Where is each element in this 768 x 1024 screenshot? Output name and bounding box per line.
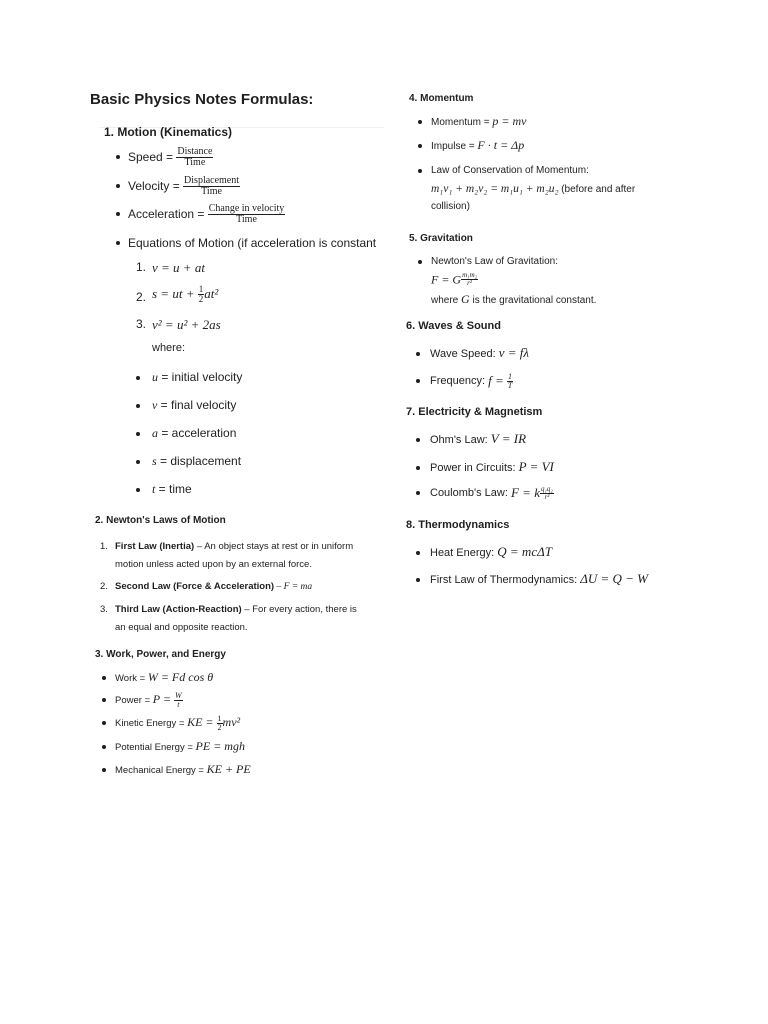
- formula: Q = mcΔT: [497, 544, 552, 559]
- variable-item: [152, 482, 192, 497]
- list-item-wave-speed: [430, 344, 529, 363]
- item-label: Power in Circuits:: [430, 462, 519, 474]
- formula: P =: [152, 692, 174, 706]
- list-item-potential-energy: [115, 737, 245, 757]
- law-title: First Law (Inertia): [115, 541, 195, 552]
- section-heading-gravitation: 5. Gravitation: [409, 233, 473, 244]
- list-item-mechanical-energy: [115, 760, 251, 780]
- variable-item: [152, 454, 241, 469]
- formula-note: (before and after: [558, 184, 636, 195]
- item-label: Work =: [115, 673, 148, 684]
- fraction-numerator: 1: [217, 713, 222, 723]
- formula: PE = mgh: [195, 739, 245, 753]
- variable-item: [152, 398, 236, 413]
- variable-symbol: v: [152, 398, 158, 412]
- list-item-conservation: [431, 162, 589, 180]
- fraction-numerator: q₁q₂: [540, 484, 553, 493]
- section-heading-newton: 2. Newton's Laws of Motion: [95, 515, 226, 526]
- section-heading-electricity: 7. Electricity & Magnetism: [406, 406, 543, 418]
- list-item-speed: Speed = $\frac{\text{Distance}}{\text{Time}}$: [128, 146, 213, 169]
- equation-text: s = ut +: [152, 285, 198, 301]
- speed-fraction: [176, 147, 213, 168]
- item-label: Mechanical Energy =: [115, 765, 207, 776]
- section-heading-motion: 1. Motion (Kinematics): [104, 125, 233, 139]
- item-label: First Law of Thermodynamics:: [430, 574, 581, 586]
- conservation-formula-continued: collision): [431, 201, 470, 212]
- formula: F = k: [510, 485, 540, 501]
- formula: KE =: [187, 715, 217, 729]
- variable-item: [152, 426, 236, 441]
- variable-item: [152, 370, 242, 385]
- page-title: Basic Physics Notes Formulas:: [90, 91, 314, 108]
- gravitation-formula: [431, 271, 478, 289]
- list-item-velocity: Velocity = $\frac{\text{Displacement}}{\text{Time}}$: [128, 175, 240, 198]
- list-item-newton-gravitation: [431, 253, 558, 271]
- section-heading-work-energy: 3. Work, Power, and Energy: [95, 649, 226, 660]
- variable-description: = initial velocity: [158, 370, 243, 384]
- equation-text: at²: [204, 285, 219, 301]
- law-text: – An object stays at rest or in uniform: [194, 541, 354, 552]
- fraction-denominator: r²: [544, 492, 550, 501]
- fraction-denominator: 2: [217, 722, 222, 732]
- fraction-denominator: 2: [198, 294, 204, 304]
- item-label: Heat Energy:: [430, 547, 498, 559]
- fraction-denominator: Time: [184, 157, 206, 169]
- fraction-denominator: r²: [467, 279, 472, 288]
- formula: p = mv: [492, 114, 527, 128]
- item-label: Wave Speed:: [430, 348, 499, 360]
- fraction-numerator: Displacement: [184, 175, 240, 187]
- item-label: Ohm's Law:: [430, 434, 491, 446]
- section-heading-waves: 6. Waves & Sound: [406, 320, 501, 332]
- item-label: Potential Energy =: [115, 742, 196, 753]
- law-title: Second Law (Force & Acceleration): [115, 581, 275, 592]
- law-text-continued: motion unless acted upon by an external force.: [115, 559, 312, 570]
- speed-label: Speed: [128, 150, 163, 164]
- list-item-first-law: [430, 570, 648, 589]
- list-item-momentum: [431, 112, 527, 132]
- note-text: where: [431, 295, 462, 306]
- formula: f =: [488, 373, 507, 389]
- variable-symbol: t: [152, 482, 156, 496]
- formula-fraction: [174, 692, 183, 709]
- conservation-formula: [431, 181, 635, 198]
- law-text-continued: an equal and opposite reaction.: [115, 622, 248, 633]
- section-heading-thermodynamics: 8. Thermodynamics: [406, 519, 510, 531]
- fraction-numerator: 1: [507, 371, 512, 381]
- fraction-denominator: t: [177, 699, 180, 709]
- section-heading-momentum: 4. Momentum: [409, 93, 474, 104]
- list-item-acceleration: Acceleration = $\frac{\text{Change in velocity}}{\text{Time}}$: [128, 203, 285, 226]
- list-item-power: [115, 690, 183, 710]
- item-label: Kinetic Energy =: [115, 718, 188, 729]
- variable-description: = acceleration: [158, 426, 237, 440]
- formula-fraction: [540, 486, 554, 501]
- velocity-fraction: [183, 176, 240, 197]
- equations-label: Equations of Motion (if acceleration is constant: [128, 236, 377, 250]
- list-item-kinetic-energy: [115, 713, 240, 733]
- formula: mv²: [222, 715, 241, 729]
- law-text: – F = ma: [274, 582, 313, 592]
- fraction-denominator: T: [507, 380, 513, 390]
- variable-symbol: u: [152, 370, 158, 384]
- fraction-numerator: Change in velocity: [208, 203, 285, 215]
- equation-text: v = u + at: [152, 260, 205, 275]
- law-title: Third Law (Action-Reaction): [115, 604, 242, 615]
- formula: v = fλ: [498, 345, 529, 360]
- formula: P = VI: [518, 459, 554, 474]
- fraction-denominator: Time: [236, 214, 257, 226]
- variable-symbol: s: [152, 454, 157, 468]
- list-item-frequency: [430, 370, 513, 392]
- fraction-numerator: 1: [198, 284, 204, 294]
- variable-description: = displacement: [156, 454, 242, 468]
- variable-description: = final velocity: [157, 398, 237, 412]
- list-item-impulse: [431, 136, 524, 156]
- formula: F · t = Δp: [477, 138, 525, 152]
- formula: W = Fd cos θ: [147, 670, 214, 684]
- gravitation-note: [431, 292, 596, 307]
- list-item-coulombs-law: [430, 482, 554, 504]
- item-label: Law of Conservation of Momentum:: [431, 165, 589, 176]
- formula: KE + PE: [206, 762, 251, 776]
- fraction-denominator: Time: [201, 186, 222, 198]
- list-item-equations: [128, 235, 376, 251]
- acceleration-label: Acceleration: [128, 207, 195, 221]
- velocity-label: Velocity: [128, 179, 170, 193]
- acceleration-fraction: [208, 204, 286, 225]
- formula: V = IR: [490, 431, 527, 446]
- note-symbol: G: [461, 292, 470, 306]
- item-label: Newton's Law of Gravitation:: [431, 256, 558, 267]
- item-label: Impulse =: [431, 141, 478, 152]
- variable-symbol: a: [152, 426, 158, 440]
- equation-text: v² = u² + 2as: [152, 317, 221, 332]
- fraction-numerator: m₁m₂: [462, 271, 478, 280]
- fraction-numerator: Distance: [177, 146, 213, 158]
- note-text: is the gravitational constant.: [469, 295, 597, 306]
- formula-fraction: [461, 272, 478, 287]
- item-label: Coulomb's Law:: [430, 487, 511, 499]
- law-text: – For every action, there is: [241, 604, 357, 615]
- list-item-work: [115, 668, 213, 688]
- formula: m₁v₁ + m₂v₂ = m₁u₁ + m₂u₂: [431, 183, 559, 195]
- list-item-heat-energy: [430, 543, 552, 562]
- variable-description: = time: [155, 482, 192, 496]
- item-label: Power =: [115, 695, 153, 706]
- fraction-numerator: W: [174, 690, 182, 700]
- list-item-circuit-power: [430, 458, 554, 477]
- where-label: where:: [152, 342, 186, 354]
- item-label: Frequency:: [430, 375, 489, 387]
- list-item-ohms-law: [430, 430, 526, 449]
- formula: F = G: [431, 272, 462, 287]
- formula: ΔU = Q − W: [580, 571, 648, 586]
- formula-fraction: [507, 373, 513, 390]
- item-label: Momentum =: [431, 117, 493, 128]
